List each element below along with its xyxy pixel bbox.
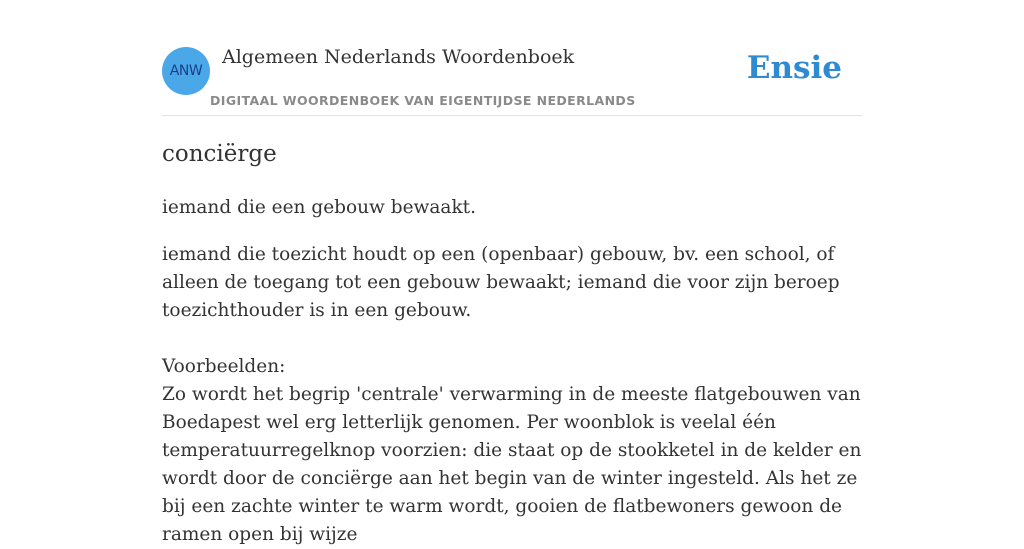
example-text: Zo wordt het begrip 'centrale' verwarming in de meeste flatgebouwen van Boedapest wel erg letterlijk genomen. Per woonblok is veelal één temperatuurregelknop voorzien: die staat op de stookketel in de kelder en wordt door de conciërge aan het begin van de winter ingesteld. Als het ze bij een zachte winter te warm wordt, gooien de flatbewoners gewoon de ramen open bij wijze [162, 384, 862, 545]
long-definition: iemand die toezicht houdt op een (openbaar) gebouw, bv. een school, of alleen de toegang tot een gebouw bewaakt; iemand die voor zijn beroep toezichthouder is in een gebouw. [162, 244, 840, 321]
examples-label: Voorbeelden: [162, 356, 286, 377]
entry-content [162, 138, 864, 549]
site-title[interactable]: Algemeen Nederlands Woordenboek [222, 46, 575, 68]
short-definition: iemand die een gebouw bewaakt. [162, 197, 476, 218]
ensie-brand-logo[interactable]: Ensie [746, 50, 842, 86]
site-header [162, 0, 862, 116]
anw-logo[interactable]: ANW [162, 47, 210, 95]
entry-headword: conciërge [162, 141, 277, 167]
site-subtitle: DIGITAAL WOORDENBOEK VAN EIGENTIJDSE NEDERLANDS [210, 93, 636, 108]
